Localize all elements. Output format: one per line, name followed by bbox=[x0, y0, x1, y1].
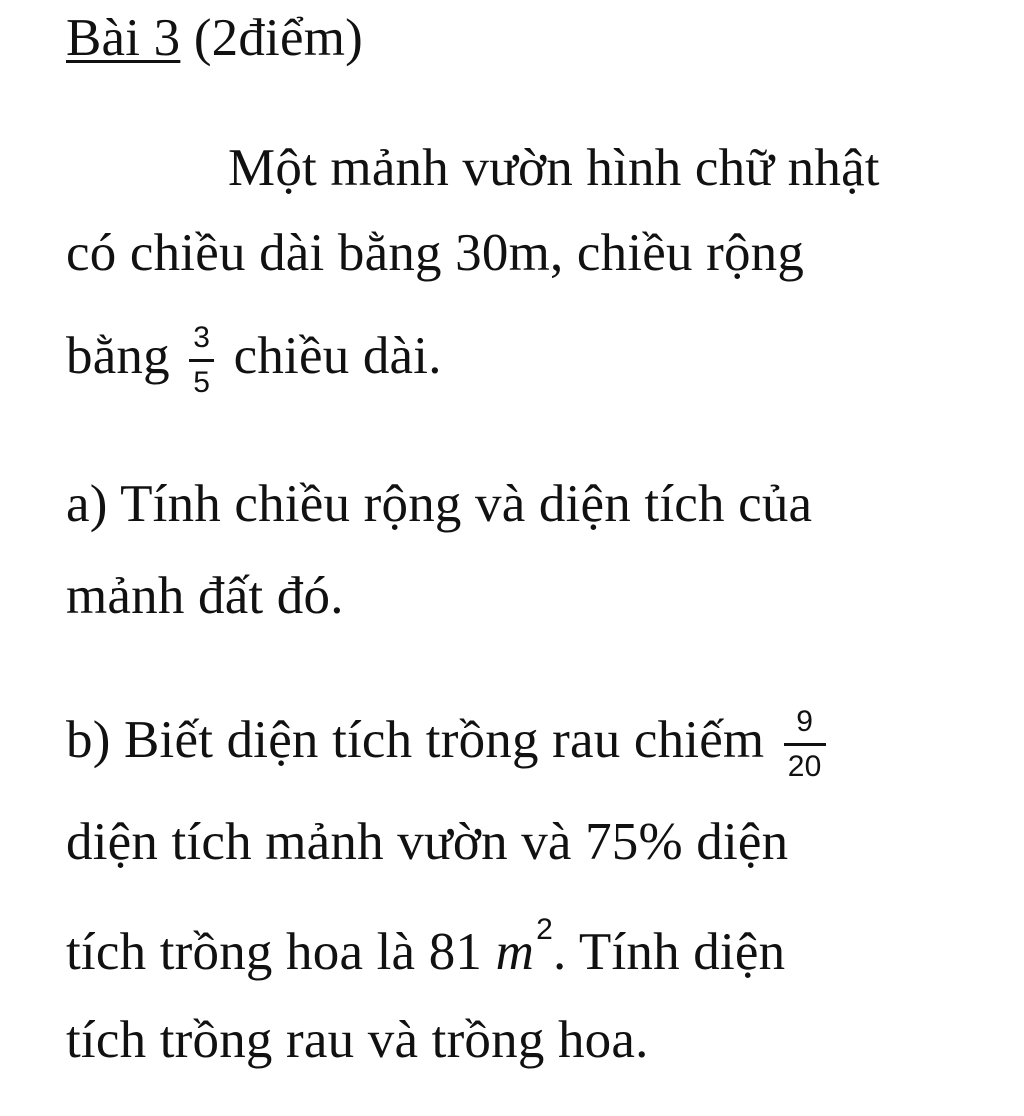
intro-line-3 bbox=[66, 312, 442, 400]
fraction-three-fifths bbox=[189, 323, 214, 398]
part-b-line-1-text: b) Biết diện tích trồng rau chiếm bbox=[66, 711, 765, 769]
part-b-line-2: diện tích mảnh vườn và 75% diện bbox=[66, 813, 789, 871]
part-b-line-4: tích trồng rau và trồng hoa. bbox=[66, 1011, 649, 1069]
fraction-numerator: 9 bbox=[784, 707, 826, 746]
intro-line-3-end: chiều dài. bbox=[233, 327, 442, 385]
intro-line-3-start: bằng bbox=[66, 327, 170, 385]
area-unit-exponent: 2 bbox=[536, 913, 553, 946]
fraction-denominator: 5 bbox=[193, 366, 211, 400]
part-b-line-3-start: tích trồng hoa là 81 bbox=[66, 923, 483, 981]
intro-line-1: Một mảnh vườn hình chữ nhật bbox=[228, 139, 880, 197]
fraction-nine-twentieths bbox=[784, 707, 826, 782]
area-unit: m bbox=[495, 923, 535, 981]
intro-line-2: có chiều dài bằng 30m, chiều rộng bbox=[66, 224, 805, 282]
part-b-line-1 bbox=[66, 696, 832, 784]
part-a-line-2: mảnh đất đó. bbox=[66, 567, 344, 625]
problem-title bbox=[66, 9, 363, 67]
fraction-numerator: 3 bbox=[189, 323, 214, 362]
part-b-line-3 bbox=[66, 913, 786, 981]
fraction-denominator: 20 bbox=[787, 750, 822, 784]
part-a-line-1: a) Tính chiều rộng và diện tích của bbox=[66, 475, 813, 533]
part-b-line-3-end: . Tính diện bbox=[552, 923, 786, 981]
problem-points: (2điểm) bbox=[193, 9, 363, 67]
problem-number: Bài 3 bbox=[66, 9, 181, 67]
